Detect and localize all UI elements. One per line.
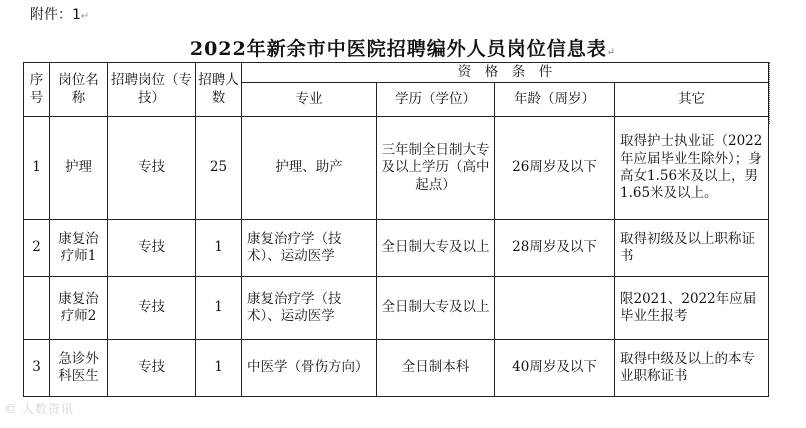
header-qualifications: 资 格 条 件: [242, 63, 769, 83]
cell-seq: 1: [24, 117, 50, 220]
cell-position: 护理: [50, 117, 108, 220]
table-row: [24, 220, 769, 277]
cell-category: 专技: [108, 277, 196, 340]
cell-count: 1: [196, 220, 242, 277]
cell-education: 全日制大专及以上: [377, 220, 495, 277]
cell-category: 专技: [108, 340, 196, 397]
header-row: [24, 63, 769, 83]
cell-age: 28周岁及以下: [495, 220, 615, 277]
annex-label: 附件：1↵: [30, 7, 90, 23]
cell-category: 专技: [108, 220, 196, 277]
cell-seq: 2: [24, 220, 50, 277]
cell-position: 急诊外科医生: [50, 340, 108, 397]
cell-education: 全日制大专及以上: [377, 277, 495, 340]
cell-position: 康复治疗师1: [50, 220, 108, 277]
cell-education: 三年制全日制大专及以上学历（高中起点）: [377, 117, 495, 220]
cell-major: 康复治疗学（技术）、运动医学: [242, 220, 377, 277]
table-edge-marker: [769, 62, 771, 124]
header-category: 招聘岗位（专技）: [108, 63, 196, 117]
header-age: 年龄（周岁）: [495, 83, 615, 117]
cell-major: 康复治疗学（技术）、运动医学: [242, 277, 377, 340]
cell-seq: [24, 277, 50, 340]
cell-count: 1: [196, 340, 242, 397]
cell-count: 25: [196, 117, 242, 220]
header-education: 学历（学位）: [377, 83, 495, 117]
table-row: [24, 277, 769, 340]
header-count: 招聘人数: [196, 63, 242, 117]
header-position: 岗位名称: [50, 63, 108, 117]
header-major: 专业: [242, 83, 377, 117]
cell-count: 1: [196, 277, 242, 340]
cell-age: 26周岁及以下: [495, 117, 615, 220]
table-row: [24, 340, 769, 397]
positions-table: [23, 62, 769, 397]
cell-category: 专技: [108, 117, 196, 220]
header-other: 其它: [615, 83, 769, 117]
cell-seq: 3: [24, 340, 50, 397]
header-seq: 序号: [24, 63, 50, 117]
document-title: 2022年新余市中医院招聘编外人员岗位信息表↵: [189, 38, 617, 60]
cell-position: 康复治疗师2: [50, 277, 108, 340]
cell-major: 中医学（骨伤方向）: [242, 340, 377, 397]
cell-education: 全日制本科: [377, 340, 495, 397]
cell-other: 限2021、2022年应届毕业生报考: [615, 277, 769, 340]
cell-other: 取得中级及以上的本专业职称证书: [615, 340, 769, 397]
cell-age: [495, 277, 615, 340]
cell-age: 40周岁及以下: [495, 340, 615, 397]
watermark: © 人数资讯: [4, 402, 74, 416]
cell-major: 护理、助产: [242, 117, 377, 220]
cell-other: 取得初级及以上职称证书: [615, 220, 769, 277]
cell-other: 取得护士执业证（2022年应届毕业生除外）；身高女1.56米及以上，男1.65米及以上。: [615, 117, 769, 220]
table-row: [24, 117, 769, 220]
